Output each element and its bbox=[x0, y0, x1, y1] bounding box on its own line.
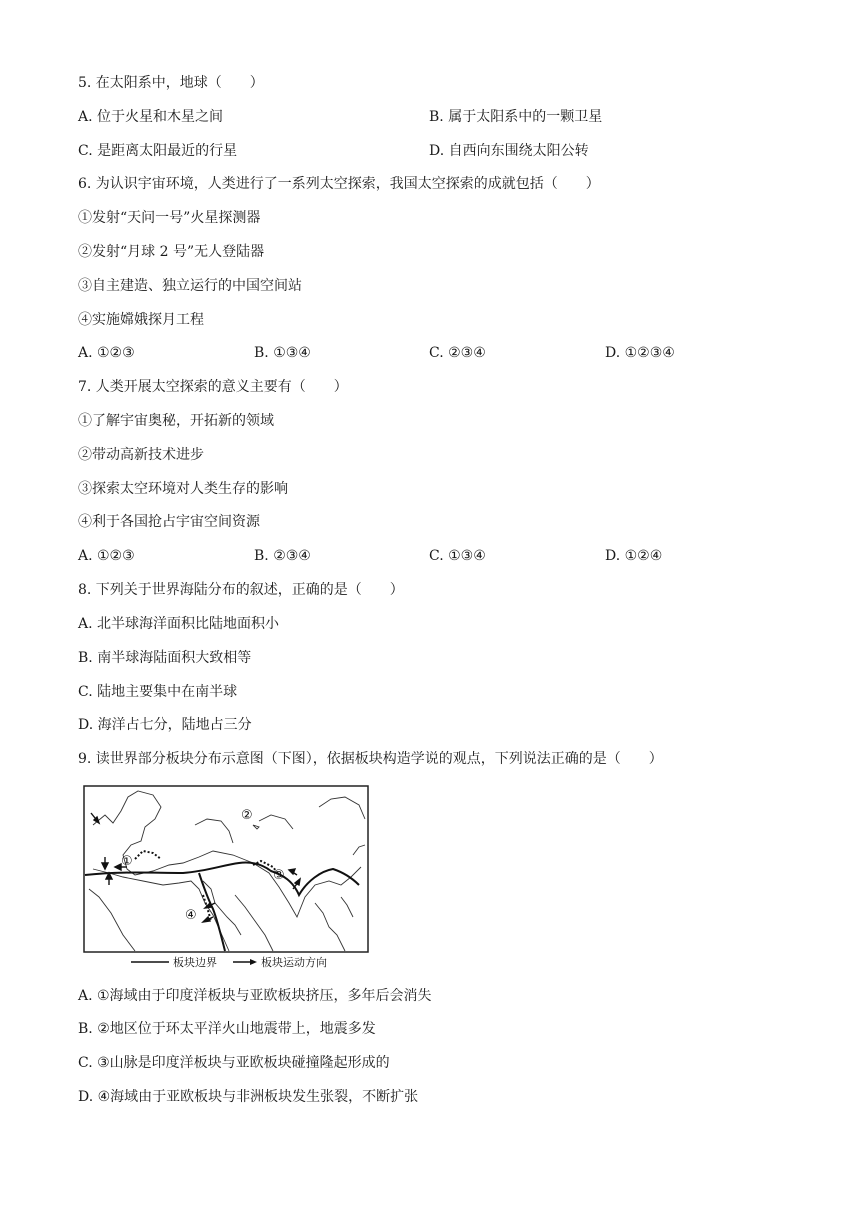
q8-option-b: B. 南半球海陆面积大致相等 bbox=[78, 650, 252, 666]
map-label-4: ④ bbox=[185, 908, 197, 923]
q9-option-b: B. ②地区位于环太平洋火山地震带上，地震多发 bbox=[78, 1021, 376, 1037]
q7-statement-3: ③探索太空环境对人类生存的影响 bbox=[78, 481, 288, 497]
legend-boundary-label: 板块边界 bbox=[173, 956, 217, 969]
q8-option-c: C. 陆地主要集中在南半球 bbox=[78, 684, 238, 700]
q8-option-a: A. 北半球海洋面积比陆地面积小 bbox=[78, 616, 280, 632]
q9-option-a: A. ①海域由于印度洋板块与亚欧板块挤压，多年后会消失 bbox=[78, 988, 432, 1004]
q9-option-c: C. ③山脉是印度洋板块与亚欧板块碰撞隆起形成的 bbox=[78, 1055, 390, 1071]
q5-option-c: C. 是距离太阳最近的行星 bbox=[78, 143, 238, 159]
q7-option-c: C. ①③④ bbox=[429, 548, 486, 564]
q6-option-d: D. ①②③④ bbox=[605, 345, 675, 361]
legend-arrow-head bbox=[250, 959, 257, 965]
q6-option-b: B. ①③④ bbox=[254, 345, 311, 361]
q9-stem: 9. 读世界部分板块分布示意图（下图），依据板块构造学说的观点，下列说法正确的是（ ） bbox=[78, 751, 663, 767]
map-label-1: ① bbox=[121, 854, 133, 869]
q8-option-d: D. 海洋占七分，陆地占三分 bbox=[78, 717, 252, 733]
plate-map bbox=[83, 785, 369, 970]
q7-options bbox=[78, 546, 778, 566]
map-legend bbox=[131, 955, 327, 969]
q7-statement-4: ④利于各国抢占宇宙空间资源 bbox=[78, 514, 260, 530]
map-label-2: ② bbox=[241, 808, 253, 823]
q6-statement-2: ②发射“月球 2 号”无人登陆器 bbox=[78, 244, 265, 260]
q6-statement-3: ③自主建造、独立运行的中国空间站 bbox=[78, 278, 302, 294]
q9-option-d: D. ④海域由于亚欧板块与非洲板块发生张裂，不断扩张 bbox=[78, 1089, 419, 1105]
q5-option-b: B. 属于太阳系中的一颗卫星 bbox=[429, 109, 603, 125]
q6-statement-1: ①发射“天问一号”火星探测器 bbox=[78, 210, 261, 226]
map-label-3: ③ bbox=[273, 868, 285, 883]
q7-option-b: B. ②③④ bbox=[254, 548, 311, 564]
q6-stem: 6. 为认识宇宙环境，人类进行了一系列太空探索，我国太空探索的成就包括（ ） bbox=[78, 176, 600, 192]
q6-options bbox=[78, 343, 778, 363]
q7-statement-1: ①了解宇宙奥秘，开拓新的领域 bbox=[78, 413, 274, 429]
q7-option-d: D. ①②④ bbox=[605, 548, 663, 564]
legend-motion-label: 板块运动方向 bbox=[261, 956, 327, 969]
q5-stem: 5. 在太阳系中，地球（ ） bbox=[78, 75, 264, 91]
q6-option-a: A. ①②③ bbox=[78, 345, 135, 361]
q6-option-c: C. ②③④ bbox=[429, 345, 486, 361]
q5-option-a: A. 位于火星和木星之间 bbox=[78, 109, 224, 125]
q7-statement-2: ②带动高新技术进步 bbox=[78, 447, 204, 463]
q8-stem: 8. 下列关于世界海陆分布的叙述，正确的是（ ） bbox=[78, 582, 404, 598]
q5-options-row2 bbox=[78, 141, 778, 161]
q7-stem: 7. 人类开展太空探索的意义主要有（ ） bbox=[78, 379, 348, 395]
q6-statement-4: ④实施嫦娥探月工程 bbox=[78, 312, 204, 328]
q5-options-row1 bbox=[78, 107, 778, 127]
q7-option-a: A. ①②③ bbox=[78, 548, 135, 564]
q5-option-d: D. 自西向东围绕太阳公转 bbox=[429, 143, 589, 159]
